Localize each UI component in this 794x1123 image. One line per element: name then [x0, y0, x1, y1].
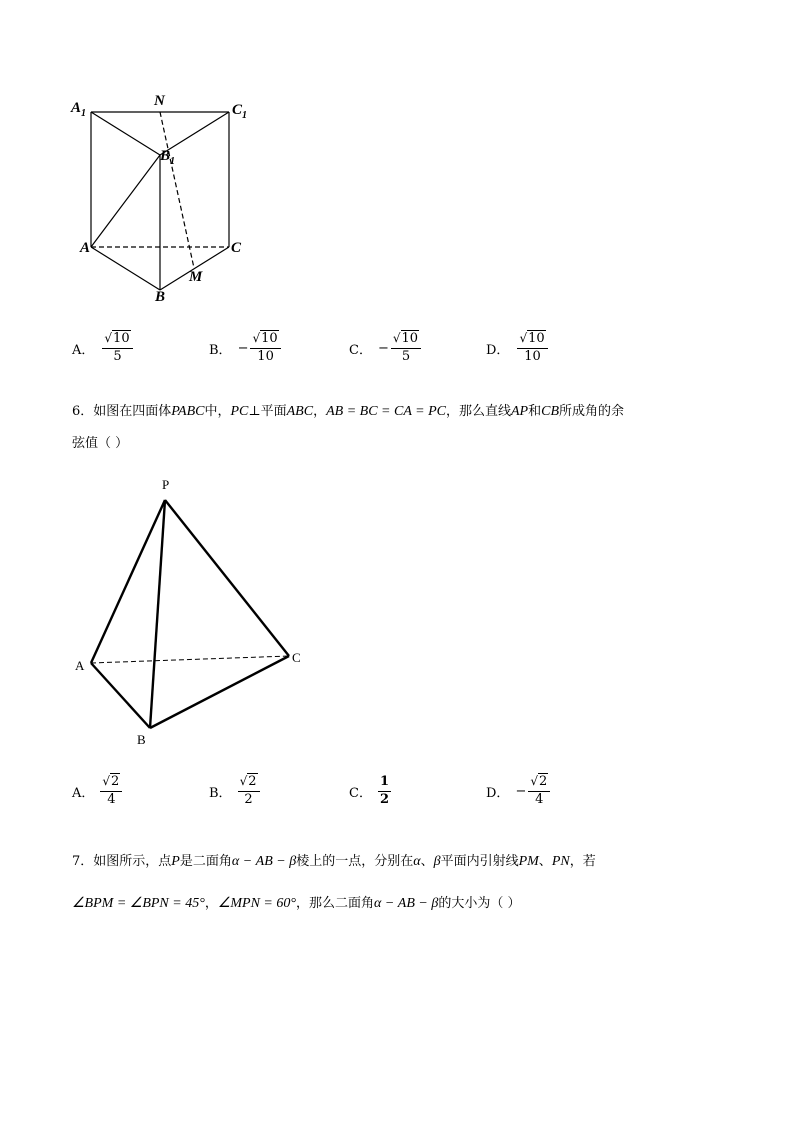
fraction: $\frac{√10}{5}$: [391, 332, 421, 365]
label-c: C: [231, 240, 242, 256]
option-letter: C．: [349, 785, 372, 801]
q7-stem: [72, 850, 732, 916]
edge-p-b: [150, 500, 165, 728]
label-b1: $B_1$: [160, 148, 176, 167]
option-sign: −: [377, 340, 389, 356]
label-m: M: [189, 269, 203, 285]
option-sign: −: [237, 340, 249, 356]
diagonal-a-b1: [91, 155, 160, 247]
q7-stem-line1: 7．如图所示，点P是二面角α − AB − β棱上的一点，分别在α、β平面内引射线PM、PN，若: [72, 854, 596, 869]
q6-stem-line1: 6．如图在四面体PABC中，PC⊥平面ABC，AB = BC = CA = PC，那么直线AP和CB所成角的余: [72, 404, 625, 419]
option-letter: C．: [349, 342, 372, 358]
label-a: A: [80, 240, 91, 256]
option-letter: B．: [209, 785, 232, 801]
q5-option-b[interactable]: [209, 332, 281, 365]
hidden-edge-a-c: [91, 656, 289, 663]
label-n: N: [154, 93, 165, 109]
q6-option-c[interactable]: [349, 775, 391, 808]
fraction: $\frac{√2}{4}$: [528, 775, 550, 808]
option-letter: B．: [209, 342, 232, 358]
q7-stem-line2: ∠BPM = ∠BPN = 45°，∠MPN = 60°，那么二面角α − AB − β的大小为（ ）: [72, 896, 521, 911]
q5-option-d[interactable]: [486, 332, 548, 365]
fraction: $\frac{√10}{5}$: [102, 332, 132, 365]
prism-figure: [0, 0, 794, 320]
label-p: P: [162, 477, 170, 492]
fraction: $\frac{√10}{10}$: [517, 332, 547, 365]
q6-option-a[interactable]: [72, 775, 122, 808]
q5-option-a[interactable]: [72, 332, 133, 365]
tetrahedron-figure: [0, 470, 794, 770]
q6-option-b[interactable]: [209, 775, 260, 808]
fraction: $\frac{√2}{2}$: [238, 775, 260, 808]
hidden-segment-n-m: [160, 112, 194, 268]
option-letter: D．: [486, 785, 510, 801]
fraction: $\frac{√2}{4}$: [100, 775, 122, 808]
q6-option-d[interactable]: [486, 775, 550, 808]
label-a1: $A_1$: [71, 100, 87, 119]
edge-a-b: [91, 663, 150, 728]
label-a: A: [75, 658, 85, 673]
fraction: $\frac{1}{2}$: [379, 774, 389, 807]
option-sign: −: [515, 783, 527, 799]
q6-stem-line2: 弦值（ ）: [72, 436, 129, 451]
label-c1: $C_1$: [232, 102, 248, 121]
option-letter: D．: [486, 342, 510, 358]
label-b: B: [155, 289, 166, 305]
option-letter: A．: [72, 785, 95, 801]
edge-p-a: [91, 500, 165, 663]
q6-stem: [72, 400, 732, 456]
edge-p-c: [165, 500, 289, 656]
edge-a1-b1: [91, 112, 160, 155]
label-b: B: [137, 732, 146, 747]
option-letter: A．: [72, 342, 95, 358]
label-c: C: [292, 650, 301, 665]
fraction: $\frac{√10}{10}$: [250, 332, 280, 365]
edge-a-b: [91, 247, 160, 290]
edge-b-c: [150, 656, 289, 728]
q5-option-c[interactable]: [349, 332, 421, 365]
